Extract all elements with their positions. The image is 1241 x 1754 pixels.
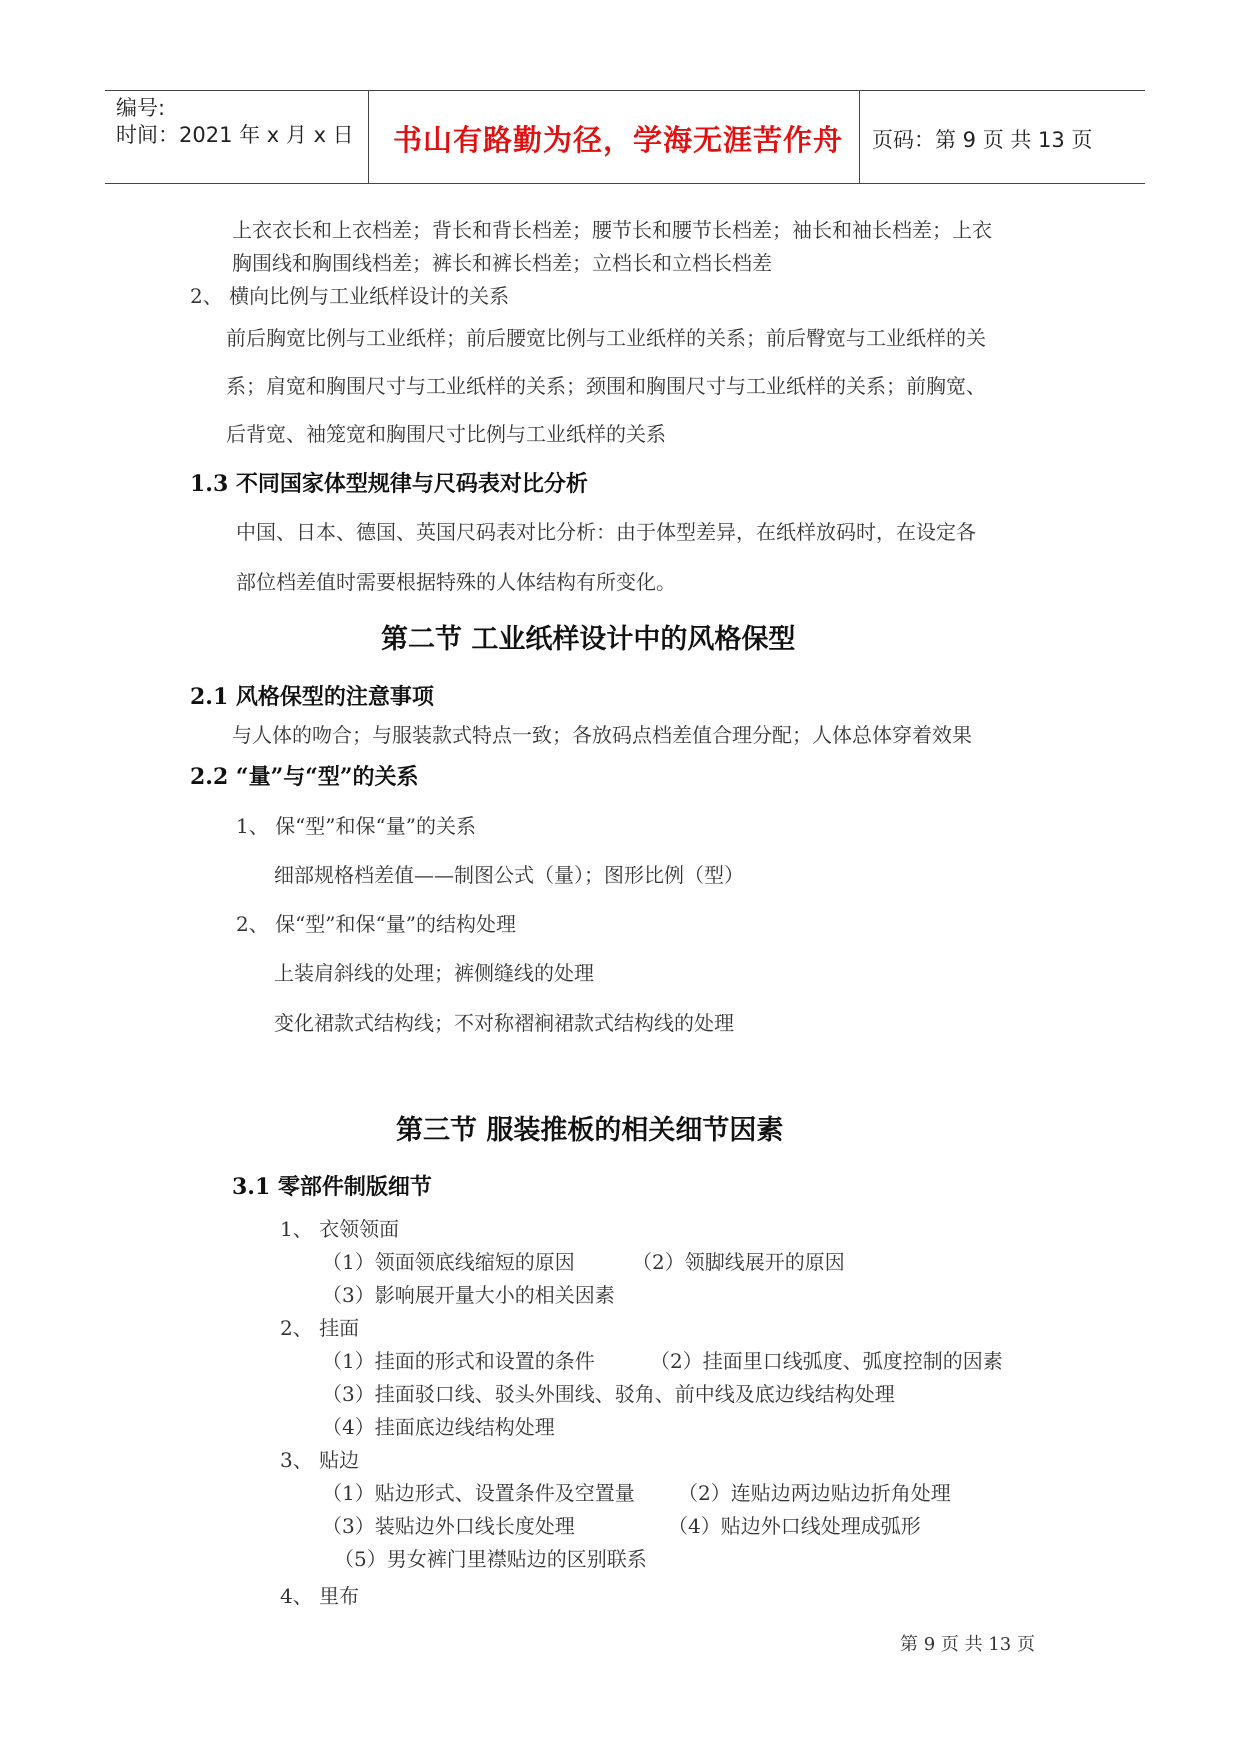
list-item: （1）挂面的形式和设置的条件 [322, 1349, 595, 1373]
body-line: 上衣衣长和上衣档差；背长和背长档差；腰节长和腰节长档差；袖长和袖长档差；上衣 [232, 218, 992, 242]
subsection-heading-3-1: 3.1 零部件制版细节 [232, 1174, 432, 1200]
subsection-heading-2-2: 2.2 “量”与“型”的关系 [190, 764, 419, 790]
body-line: 后背宽、袖笼宽和胸围尺寸比例与工业纸样的关系 [226, 422, 666, 446]
list-item: （2）连贴边两边贴边折角处理 [678, 1481, 951, 1505]
body-line: 与人体的吻合；与服装款式特点一致；各放码点档差值合理分配；人体总体穿着效果 [232, 723, 972, 747]
subsection-heading-2-1: 2.1 风格保型的注意事项 [190, 684, 434, 710]
body-line: 胸围线和胸围线档差；裤长和裤长档差；立档长和立档长档差 [232, 251, 772, 275]
header-time-label: 时间：2021 年 x 月 x 日 [116, 123, 354, 147]
list-item: （4）贴边外口线处理成弧形 [668, 1514, 921, 1538]
body-line: 中国、日本、德国、英国尺码表对比分析：由于体型差异，在纸样放码时，在设定各 [236, 520, 976, 544]
header-divider-left [368, 90, 369, 184]
list-item-heading: 2、 横向比例与工业纸样设计的关系 [190, 284, 510, 308]
list-item: （3）影响展开量大小的相关因素 [322, 1283, 615, 1307]
list-item: （2）挂面里口线弧度、弧度控制的因素 [650, 1349, 1003, 1373]
section-heading-3: 第三节 服装推板的相关细节因素 [396, 1115, 784, 1146]
list-item-heading: 2、 挂面 [280, 1316, 360, 1340]
body-line: 部位档差值时需要根据特殊的人体结构有所变化。 [236, 570, 676, 594]
body-line: 系；肩宽和胸围尺寸与工业纸样的关系；颈围和胸围尺寸与工业纸样的关系；前胸宽、 [226, 374, 986, 398]
list-item: （1）领面领底线缩短的原因 [322, 1250, 575, 1274]
header-bottom-rule [105, 183, 1145, 184]
header-serial-label: 编号: [116, 96, 166, 120]
subsection-heading-1-3: 1.3 不同国家体型规律与尺码表对比分析 [190, 471, 588, 497]
footer-page-number: 第 9 页 共 13 页 [900, 1634, 1035, 1655]
list-item: （4）挂面底边线结构处理 [322, 1415, 555, 1439]
section-heading-2: 第二节 工业纸样设计中的风格保型 [381, 624, 796, 655]
list-item: （2）领脚线展开的原因 [632, 1250, 845, 1274]
list-item: （3）装贴边外口线长度处理 [322, 1514, 575, 1538]
header-divider-right [859, 90, 860, 184]
list-item: （1）贴边形式、设置条件及空置量 [322, 1481, 635, 1505]
list-item-heading: 1、 衣领领面 [280, 1217, 400, 1241]
header-motto: 书山有路勤为径，学海无涯苦作舟 [393, 123, 844, 157]
header-page-code: 页码：第 9 页 共 13 页 [872, 128, 1093, 152]
body-line: 前后胸宽比例与工业纸样；前后腰宽比例与工业纸样的关系；前后臀宽与工业纸样的关 [226, 326, 986, 350]
list-item-heading: 3、 贴边 [280, 1448, 360, 1472]
list-item: （3）挂面驳口线、驳头外围线、驳角、前中线及底边线结构处理 [322, 1382, 895, 1406]
body-line: 上装肩斜线的处理；裤侧缝线的处理 [274, 961, 594, 985]
list-item-heading: 2、 保“型”和保“量”的结构处理 [236, 912, 516, 936]
body-line: 变化裙款式结构线；不对称褶裥裙款式结构线的处理 [274, 1011, 734, 1035]
header-top-rule [105, 90, 1145, 91]
body-line: 细部规格档差值——制图公式（量）；图形比例（型） [274, 863, 744, 887]
list-item-heading: 1、 保“型”和保“量”的关系 [236, 814, 476, 838]
list-item-heading: 4、 里布 [280, 1584, 360, 1608]
list-item: （5）男女裤门里襟贴边的区别联系 [334, 1547, 647, 1571]
